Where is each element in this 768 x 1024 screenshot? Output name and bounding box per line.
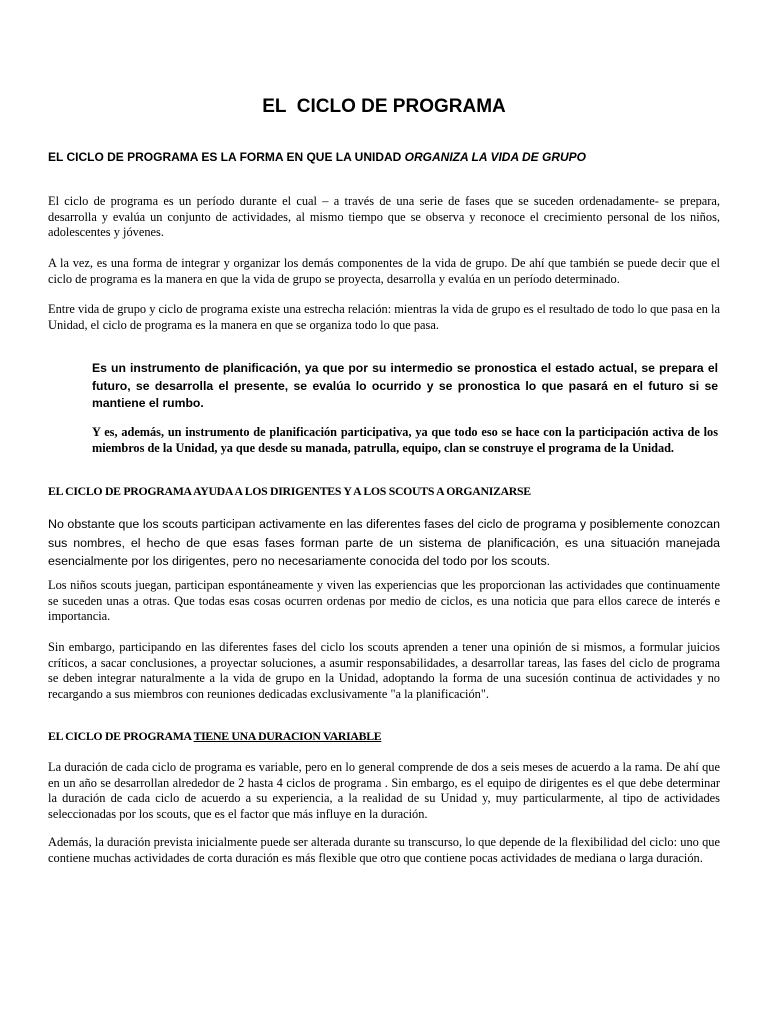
subtitle-italic-text: ORGANIZA LA VIDA DE GRUPO [404, 150, 587, 164]
paragraph-intro: El ciclo de programa es un período durante el cual – a través de una serie de fases que se suceden ordenadamente- se prepara, desarrolla y evalúa un conjunto de actividades, al mismo tiempo que se observa y reconoce el crecimiento personal de los niños, adolescentes y jóvenes. [48, 194, 720, 239]
paragraph-duration: La duración de cada ciclo de programa es variable, pero en lo general comprende de dos a seis meses de acuerdo a la rama. De ahí que en un año se desarrollan alrededor de 2 hasta 4 ciclos de programa . Sin embargo, es el equipo de dirigentes es el que debe determinar la duración de cada ciclo de acuerdo a su experiencia, a la realidad de su Unidad y, muy particularmente, al tipo de actividades seleccionadas por los scouts, que es el factor que más influye en la duración. [48, 760, 720, 821]
indented-block-participative: Y es, además, un instrumento de planificación participativa, ya que todo eso se hace con la participación activa de los miembros de la Unidad, ya que desde su manada, patrulla, equipo, clan se construye el programa de la Unidad. [92, 425, 718, 455]
section-heading-duration [48, 729, 728, 744]
indented-block-planning: Es un instrumento de planificación, ya que por su intermedio se pronostica el estado actual, se prepara el futuro, se desarrolla el presente, se evalúa lo ocurrido y se pronostica lo que pasará en el futuro si se mantiene el rumbo. [92, 361, 718, 410]
paragraph-however: Sin embargo, participando en las diferentes fases del ciclo los scouts aprenden a tener una opinión de si mismos, a formular juicios críticos, a sacar conclusiones, a proyectar soluciones, a asumir responsabilidades, a desarrollar tareas, las fases del ciclo de programa se deben integrar naturalmente a la vida de grupo en la Unidad, adoptando la forma de una sucesión continua de actividades y no recargando a sus miembros con reuniones dedicadas exclusivamente "a la planificación". [48, 640, 720, 701]
subtitle-text: EL CICLO DE PROGRAMA ES LA FORMA EN QUE LA UNIDAD [48, 150, 405, 164]
paragraph-integration: A la vez, es una forma de integrar y organizar los demás componentes de la vida de grupo. De ahí que también se puede decir que el ciclo de programa es la manera en que la vida de grupo se proyecta, desarrolla y evalúa en un período determinado. [48, 256, 720, 286]
paragraph-scouts-participate: No obstante que los scouts participan activamente en las diferentes fases del ciclo de programa y posiblemente conozcan sus nombres, el hecho de que esas fases forman parte de un sistema de planificación, es una situación manejada esencialmente por los dirigentes, pero no necesariamente conocida del todo por los scouts. [48, 517, 720, 568]
paragraph-children-play: Los niños scouts juegan, participan espontáneamente y viven las experiencias que les proporcionan las actividades que continuamente se suceden unas a otras. Que todas esas cosas ocurren ordenas por medio de ciclos, es una noticia que para ellos carece de interés e importancia. [48, 578, 720, 623]
heading-duration-plain: EL CICLO DE PROGRAMA [48, 729, 194, 743]
document-subtitle [48, 150, 728, 164]
paragraph-flexibility: Además, la duración prevista inicialmente puede ser alterada durante su transcurso, lo que depende de la flexibilidad del ciclo: uno que contiene muchas actividades de corta duración es más flexible que otro que contiene pocas actividades de mediana o larga duración. [48, 835, 720, 865]
paragraph-relation: Entre vida de grupo y ciclo de programa existe una estrecha relación: mientras la vida de grupo es el resultado de todo lo que pasa en la Unidad, el ciclo de programa es la manera en que se organiza todo lo que pasa. [48, 302, 720, 332]
page-title: EL CICLO DE PROGRAMA [262, 96, 506, 117]
heading-duration-underlined: TIENE UNA DURACION VARIABLE [193, 729, 382, 743]
section-heading-organize: EL CICLO DE PROGRAMA AYUDA A LOS DIRIGENTES Y A LOS SCOUTS A ORGANIZARSE [48, 484, 531, 498]
